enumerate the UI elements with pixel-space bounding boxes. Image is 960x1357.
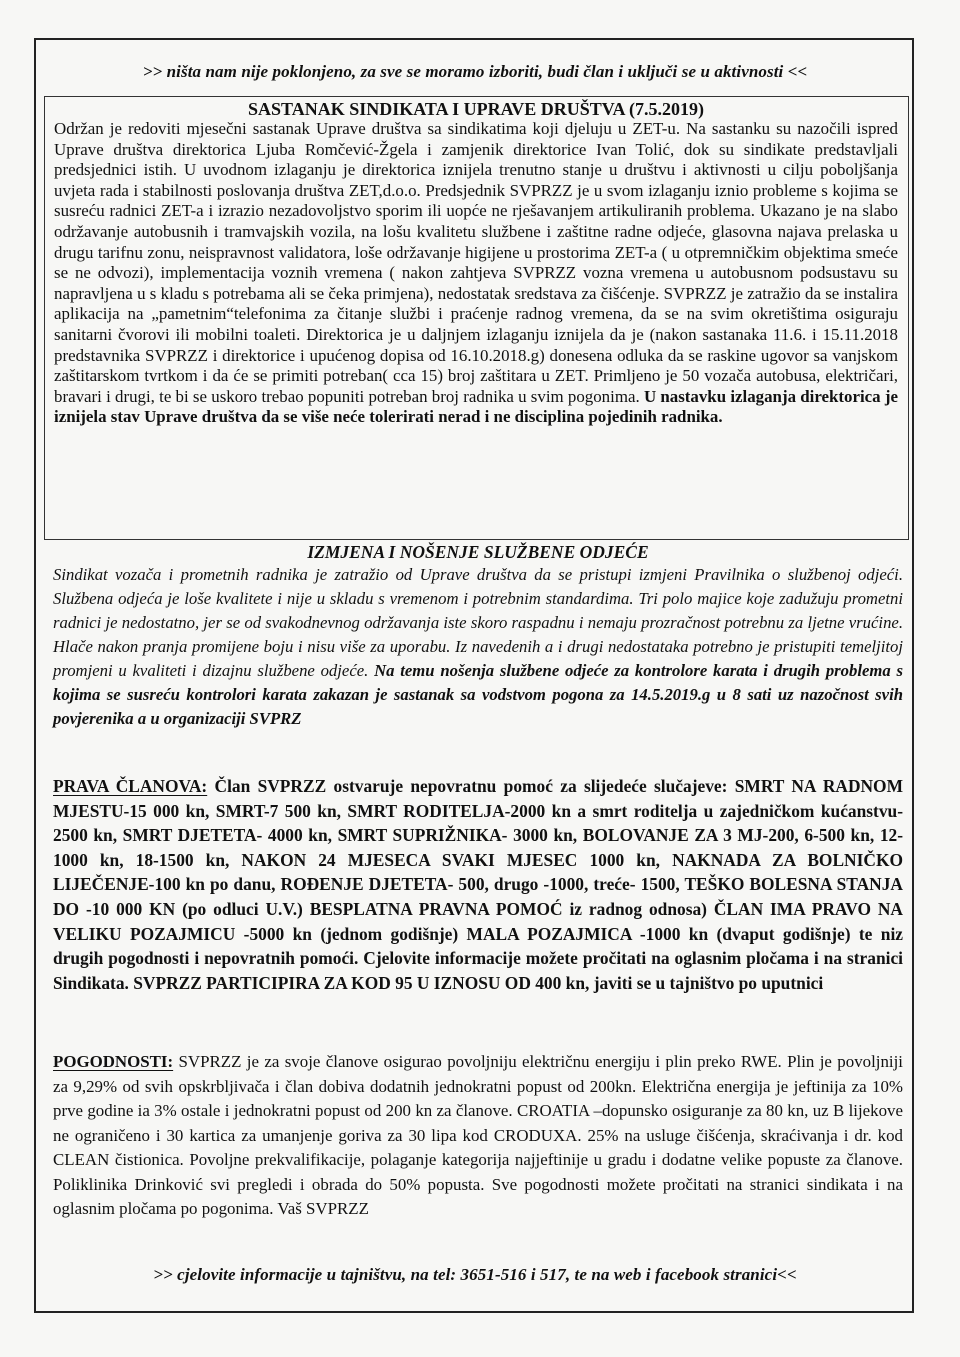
member-rights-label: PRAVA ČLANOVA: bbox=[53, 776, 208, 796]
uniform-body-emphasis: Na temu nošenja službene odjeće za kontrolore karata i drugih problema s kojima se susreću kontrolori karata zakazan je sastanak sa vodstvom pogona za 14.5.2019.g u 8 sati uz nazočnost svih povjerenika a u organizaciji SVPRZ bbox=[53, 661, 903, 728]
member-rights-body bbox=[53, 774, 903, 995]
bottom-slogan: >> cjelovite informacije u tajništvu, na tel: 3651-516 i 517, te na web i facebook stranici<< bbox=[153, 1265, 797, 1284]
benefits-section bbox=[53, 1050, 903, 1222]
uniform-body-text: Sindikat vozača i prometnih radnika je zatražio od Uprave društva da se pristupi izmjeni Pravilnika o službenoj odjeći. Službena odjeća je loše kvalitete i nije u skladu s vremenom i potrebnim standardima. Tri polo majice koje zadužuju prometni radnici je nedostatno, jer se od svakodnevnog održavanja iste skoro raspadnu i nemaju prozračnost potrebnu za ljetne vrućine. Hlače nakon pranja promijene boju i nisu više za uporabu. Iz navedenih a i drugi nedostataka potrebno je pristupiti temeljitoj promjeni u kvaliteti i dizajnu službene odjeće. bbox=[53, 565, 903, 680]
benefits-body bbox=[53, 1050, 903, 1222]
member-rights-section bbox=[53, 774, 903, 995]
benefits-label: POGODNOSTI: bbox=[53, 1052, 174, 1071]
uniform-section bbox=[53, 541, 903, 731]
top-slogan: >> ništa nam nije poklonjeno, za sve se moramo izboriti, budi član i uključi se u aktivnosti << bbox=[142, 62, 808, 81]
uniform-title: IZMJENA I NOŠENJE SLUŽBENE ODJEĆE bbox=[307, 542, 649, 562]
meeting-body bbox=[54, 119, 898, 428]
benefits-text: SVPRZZ je za svoje članove osigurao povoljniju električnu energiju i plin preko RWE. Plin je povoljniji za 9,29% od svih opskrbljivača i član dobiva dodatnih jednokratni popust od 200kn. Električna energija je jeftinija za 10% prve godine ia 3% ostale i jednokratni popust od 200 kn za članove. CROATIA –dopunsko osiguranje za 80 kn, uz B lijekove ne ograničeno i 30 kartica za umanjenje goriva za 30 lipa kod CRODUXA. 25% na usluge čišćenja, skraćivanja i dr. kod CLEAN čistionica. Povoljne prekvalifikacije, polaganje kategorija najjeftinije u gradu i dodatne velike popuste za članove. Poliklinika Drinković svi pregledi i obrada do 50% popusta. Sve pogodnosti možete pročitati na stranici sindikata i na oglasnim pločama po pogonima. Vaš SVPRZZ bbox=[53, 1052, 903, 1218]
meeting-title: SASTANAK SINDIKATA I UPRAVE DRUŠTVA (7.5.2019) bbox=[248, 99, 704, 119]
meeting-section bbox=[44, 96, 909, 540]
uniform-body bbox=[53, 563, 903, 731]
meeting-body-emphasis: U nastavku izlaganja direktorica je iznijela stav Uprave društva da se više neće tolerirati nerad i ne disciplina pojedinih radnika. bbox=[54, 386, 898, 427]
meeting-body-text: Održan je redoviti mjesečni sastanak Uprave društva sa sindikatima koji djeluju u ZET-u. Na sastanku su nazočili ispred Uprave društva direktorica Ljuba Romčević-Žgela i zamjenik direktorice Ivan Tolić, dok su sindikate predstavljali predsjednici istih. U uvodnom izlaganju je direktorica iznijela trenutno stanje u društvu i aktivnosti u cilju poboljšanja uvjeta rada i stabilnosti poslovanja društva ZET,d.o.o. Predsjednik SVPRZZ je u svom izlaganju iznio probleme s kojima se susreću radnici ZET-a i izrazio nezadovoljstvo sporim ili uopće ne rješavanjem artikuliranih problema. Ukazano je na slabo održavanje autobusnih i tramvajskih vozila, na lošu kvalitetu službene i zaštitne radne odjeće, glasovna najava prelaska u drugu tarifnu zonu, neispravnost validatora, loše održavanje higijene u prostorima ZET-a ( u otpremničkim objektima smeće se ne odvozi), implementacija voznih vremena ( nakon zahtjeva SVPRZZ vozna vremena u autobusnom podsustavu su napravljena u s kladu s potrebama ali se čeka primjena), nedostatak sredstava za čišćenje. SVPRZZ je zatražio da se instalira aplikacija na „pametnim“telefonima za čitanje službi i praćenje radnog vremena, da se na svim okretištima osiguraju sanitarni čvorovi ili mobilni toaleti. Direktorica je u daljnjem izlaganju iznijela da je (nakon sastanaka 11.6. i 15.11.2018 predstavnika SVPRZZ i direktorice i upućenog dopisa od 16.10.2018.g) donesena odluka da se raskine ugovor sa vanjskom zaštitarskom tvrtkom i da će se primiti potreban( cca 15) broj zaštitara u ZET. Primljeno je 50 vozača autobusa, električari, bravari i drugi, te bi se uskoro trebao popuniti potreban broj radnika u svim pogonima. bbox=[54, 119, 898, 406]
member-rights-text: Član SVPRZZ ostvaruje nepovratnu pomoć za slijedeće slučajeve: SMRT NA RADNOM MJESTU-15 000 kn, SMRT-7 500 kn, SMRT RODITELJA-2000 kn a smrt roditelja u zajedničkom kućanstvu-2500 kn, SMRT DJETETA- 4000 kn, SMRT SUPRIŽNIKA- 3000 kn, BOLOVANJE ZA 3 MJ-200, 6-500 kn, 12-1000 kn, 18-1500 kn, NAKON 24 MJESECA SVAKI MJESEC 1000 kn, NAKNADA ZA BOLNIČKO LIJEČENJE-100 kn po danu, ROĐENJE DJETETA- 500, drugo -1000, treće- 1500, TEŠKO BOLESNA STANJA DO -10 000 KN (po odluci U.V.) BESPLATNA PRAVNA POMOĆ iz radnog odnosa) ČLAN IMA PRAVO NA VELIKU POZAJMICU -5000 kn (jednom godišnje) MALA POZAJMICA -1000 kn (dvaput godišnje) te niz drugih pogodnosti i nepovratnih pomoći. Cjelovite informacije možete pročitati na oglasnim pločama i na stranici Sindikata. SVPRZZ PARTICIPIRA ZA KOD 95 U IZNOSU OD 400 kn, javiti se u tajništvo po uputnici bbox=[53, 776, 903, 993]
